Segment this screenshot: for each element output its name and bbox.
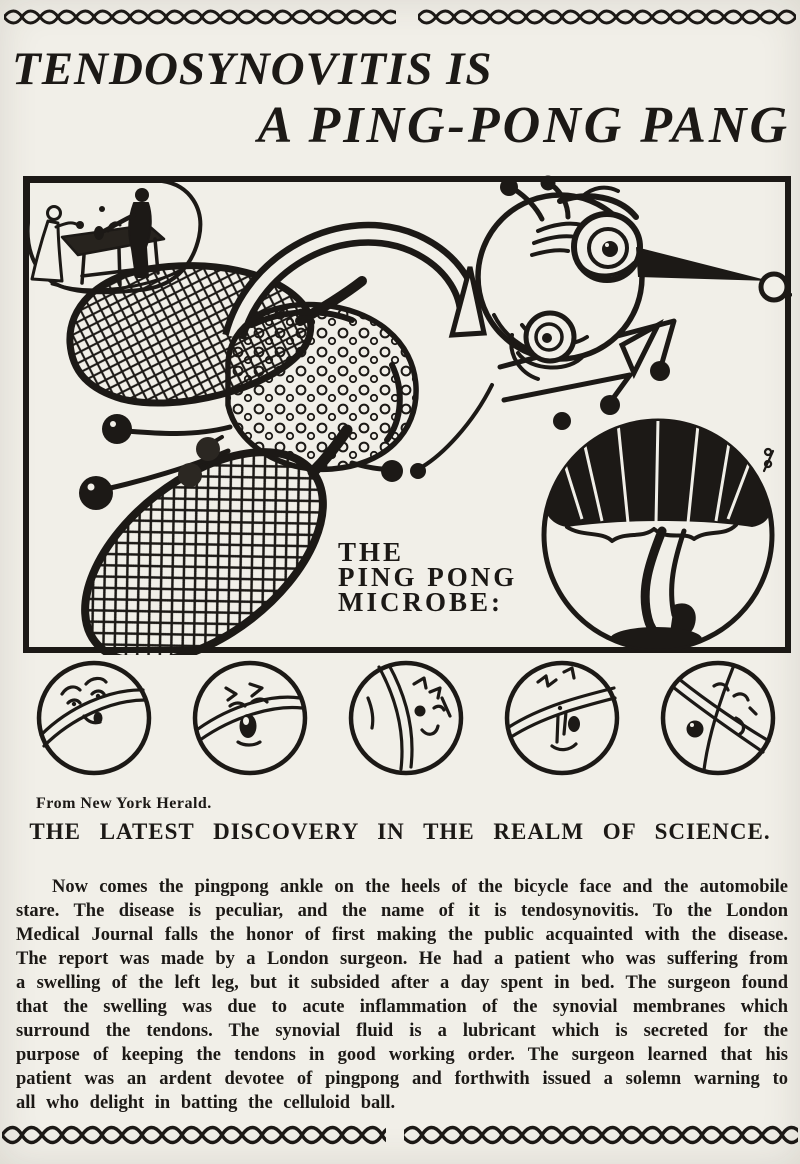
svg-text:MICROBE:: MICROBE: [338, 587, 503, 617]
svg-text:THE: THE [338, 537, 405, 567]
ball-foot [410, 463, 426, 479]
proboscis [636, 247, 792, 300]
ball-face-startled [34, 658, 154, 778]
illustration-caption [338, 537, 517, 617]
ball-face-squinting [346, 658, 466, 778]
headline-line-1: TENDOSYNOVITIS IS [12, 43, 493, 95]
microbe-body [228, 305, 416, 470]
proboscis-ball [761, 274, 787, 300]
rope-border-bottom-ornament [2, 1122, 798, 1148]
ball-foot [102, 414, 132, 444]
ball-foot [79, 476, 113, 510]
vignette-ball [99, 206, 105, 212]
antenna-ball [500, 178, 518, 196]
ball-face-dazed [502, 658, 622, 778]
pingpong-balls-row [34, 658, 778, 778]
headline-line-2: A PING-PONG PANG [257, 97, 790, 154]
ball-foot [196, 437, 220, 461]
ball-foot [178, 463, 202, 487]
ball-foot [600, 395, 620, 415]
artist-signature [764, 449, 773, 471]
article-subheading: THE LATEST DISCOVERY IN THE REALM OF SCIENCE. [29, 819, 771, 844]
antenna-ball [541, 176, 556, 191]
rope-border-top-ornament [4, 6, 796, 28]
source-attribution: From New York Herald. [36, 795, 212, 812]
article-body-paragraph: Now comes the pingpong ankle on the heels of the bicycle face and the automobile stare. The disease is peculiar, and the name of it is tendosynovitis. To the London Medical Journal falls the honor of first making the public acquainted with the disease. The report was made by a London surgeon. He had a patient who was suffering from a swelling of the left leg, but it subsided after a day spent in bed. The surgeon found that the swelling was due to acute inflammation of the synovial membranes which surround the tendons. The synovial fluid is a lubricant which is secreted for the purpose of keeping the tendons in good working order. The surgeon learned that his patient was an ardent devotee of pingpong and forthwith issued a solemn warning to all who delight in batting the celluloid ball. [16, 876, 788, 1113]
svg-text:PING PONG: PING PONG [338, 562, 518, 592]
ball-foot [650, 361, 670, 381]
ball-face-knocked-out [658, 658, 778, 778]
ball-face-wailing [190, 658, 310, 778]
mushroom-inset [544, 412, 773, 651]
microbe-illustration [22, 175, 792, 655]
ball-foot [381, 460, 403, 482]
